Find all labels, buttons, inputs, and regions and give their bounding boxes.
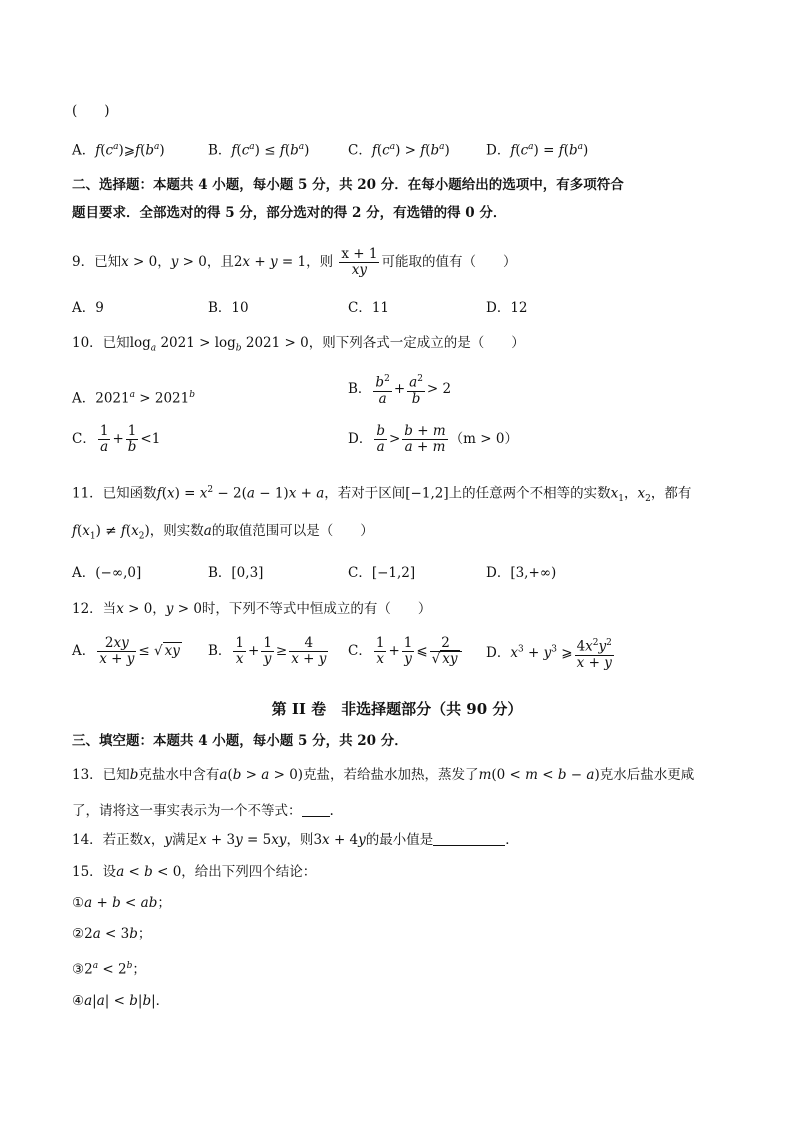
q12-stem: 12．当x > 0，y > 0时，下列不等式中恒成立的有（ ）: [72, 601, 432, 617]
q12-option-a: A． $\frac{2xy}{x + y}$ ≤ √ xy: [72, 635, 180, 667]
q11-option-d: D．[3,+∞): [486, 565, 557, 581]
q9-then: ，则: [306, 254, 334, 270]
q9-option-a: A．9: [72, 300, 104, 316]
q11-option-b: B．[0,3]: [208, 565, 264, 581]
q8-option-a: A．$f(c^a)⩾f(b^a)$: [72, 142, 165, 159]
q10-stem: 10．已知$\log_a 2021 > \log_b 2021 > 0$，则下列各式一定成立的是（ ）: [72, 335, 525, 354]
q15-text: 15．设: [72, 864, 117, 880]
q9-text: 9．已知: [72, 254, 122, 270]
q13-line2: [72, 800, 734, 822]
q13-text: 13．已知: [72, 767, 130, 783]
q11-option-c: C．[−1,2]: [348, 565, 416, 581]
q9-fraction: [339, 247, 379, 278]
q10-option-c: C． $\frac{1}{a}$ + $\frac{1}{b}$ <1: [72, 423, 161, 455]
q11-tail: 的取值范围可以是（ ）: [211, 523, 374, 539]
q12-option-b: B． $\frac{1}{x}$ + $\frac{1}{y}$ ≥ $\frac{4}{x + y}$: [208, 635, 327, 667]
q9-stem: 9．已知x > 0，y > 0，且2x + y = 1，则 $\frac{x + 1}{xy}$ 可能取的值有（ ）: [72, 246, 517, 278]
q12-option-d: D．$x^3 + y^3$ ⩾ $\frac{4x^2y^2}{x + y}$: [486, 638, 612, 671]
q14-end: ．: [505, 832, 519, 848]
q10-option-b: B． $\frac{b^2}{a}$ + $\frac{a^2}{b}$ > 2: [348, 374, 452, 407]
q13-salt: 克盐水中含有: [138, 767, 220, 783]
q11-if: ，若对于区间: [324, 485, 406, 502]
q9-sep: ，: [157, 254, 171, 270]
section2-line2: 题目要求．全部选对的得 5 分，部分选对的得 2 分，有选错的得 0 分．: [72, 205, 507, 221]
q11-then: ，则实数: [149, 523, 204, 539]
q9-option-b: B．10: [208, 300, 249, 316]
q9-option-c: C．11: [348, 300, 390, 316]
q14-text: 14．若正数: [72, 832, 144, 848]
q9-and: ，且: [206, 254, 234, 270]
q11-all: ，都有: [650, 485, 692, 502]
q14-satisfy: 满足: [171, 832, 199, 848]
q12-text: 12．当: [72, 601, 117, 617]
q12-option-c: C． $\frac{1}{x}$ + $\frac{1}{y}$ ⩽ $\frac{2}{√ xy}$: [348, 636, 464, 667]
q8-option-d: D．$f(c^a) = f(b^a)$: [486, 142, 589, 159]
q8-paren: [72, 100, 734, 122]
q15-item-2: ②2a < 3b；: [72, 926, 152, 942]
q11-any: 上的任意两个不相等的实数: [448, 485, 611, 502]
q9-frac-num: x + 1: [341, 246, 378, 262]
q10-text: 10．已知: [72, 335, 130, 351]
q10-tail: ，则下列各式一定成立的是（ ）: [308, 335, 525, 351]
q15-item-1: ①a + b < ab；: [72, 895, 171, 911]
part2-title: 第 II 卷 非选择题部分（共 90 分）: [271, 700, 523, 718]
q10-option-a: A．$2021^a > 2021^b$: [72, 390, 196, 407]
q13-var-b: b: [129, 767, 139, 783]
q9-tail: 可能取的值有（ ）: [381, 254, 517, 270]
q11-interval: [−1,2]: [405, 485, 449, 502]
q11-option-a: A．(−∞,0]: [72, 565, 142, 581]
q13-line1: 13．已知b克盐水中含有a(b > a > 0)克盐，若给盐水加热，蒸发了m(0 < m < b − a)克水后盐水更咸: [72, 767, 695, 783]
q9-frac-den: xy: [351, 262, 368, 278]
q10-option-d: D． $\frac{b}{a}$ > $\frac{b + m}{a + m}$ （m > 0）: [348, 423, 518, 455]
q12-tail: 时，下列不等式中恒成立的有（ ）: [201, 601, 432, 617]
q14-answer-blank[interactable]: [433, 845, 505, 846]
q13-prompt: 了，请将这一事实表示为一个不等式：: [72, 803, 302, 819]
q8-paren-text: ( ): [72, 103, 110, 119]
q14-stem: 14．若正数x，y满足x + 3y = 5xy，则3x + 4y的最小值是 ．: [72, 832, 519, 848]
q8-option-b: B．$f(c^a) \le f(b^a)$: [208, 142, 310, 159]
q10-option-d-note: （m > 0）: [449, 431, 518, 447]
q13-end: .: [329, 803, 334, 819]
q11-stem-line1: 11．已知函数$f(x) = x^2 - 2(a - 1)x + a$，若对于区间[−1,2]上的任意两个不相等的实数$x_1$，$x_2$，都有: [72, 485, 692, 505]
q9-option-d: D．12: [486, 300, 528, 316]
q14-min: 的最小值是: [365, 832, 434, 848]
q13-answer-blank[interactable]: [302, 816, 330, 817]
q15-stem: 15．设a < b < 0，给出下列四个结论：: [72, 864, 317, 880]
q14-then: ，则: [286, 832, 314, 848]
q13-heat: 克盐，若给盐水加热，蒸发了: [303, 767, 479, 783]
section2-line1: 二、选择题：本题共 4 小题，每小题 5 分，共 20 分．在每小题给出的选项中，有多项符合: [72, 177, 624, 193]
q8-option-c: C．$f(c^a) > f(b^a)$: [348, 142, 450, 159]
q15-item-4: ④a|a| < b|b|．: [72, 993, 170, 1009]
q15-tail: ，给出下列四个结论：: [181, 864, 317, 880]
q11-text: 11．已知函数: [72, 485, 157, 502]
q12-sep: ，: [152, 601, 166, 617]
q11-stem-line2: $f(x_1) \ne f(x_2)$，则实数a的取值范围可以是（ ）: [72, 523, 374, 542]
q15-item-3: $③2^a < 2^b$；: [72, 961, 146, 978]
q11-var: a: [203, 523, 212, 539]
q13-tail: 克水后盐水更咸: [599, 767, 695, 783]
section3-header: 三、填空题：本题共 4 小题，每小题 5 分，共 20 分．: [72, 733, 408, 749]
